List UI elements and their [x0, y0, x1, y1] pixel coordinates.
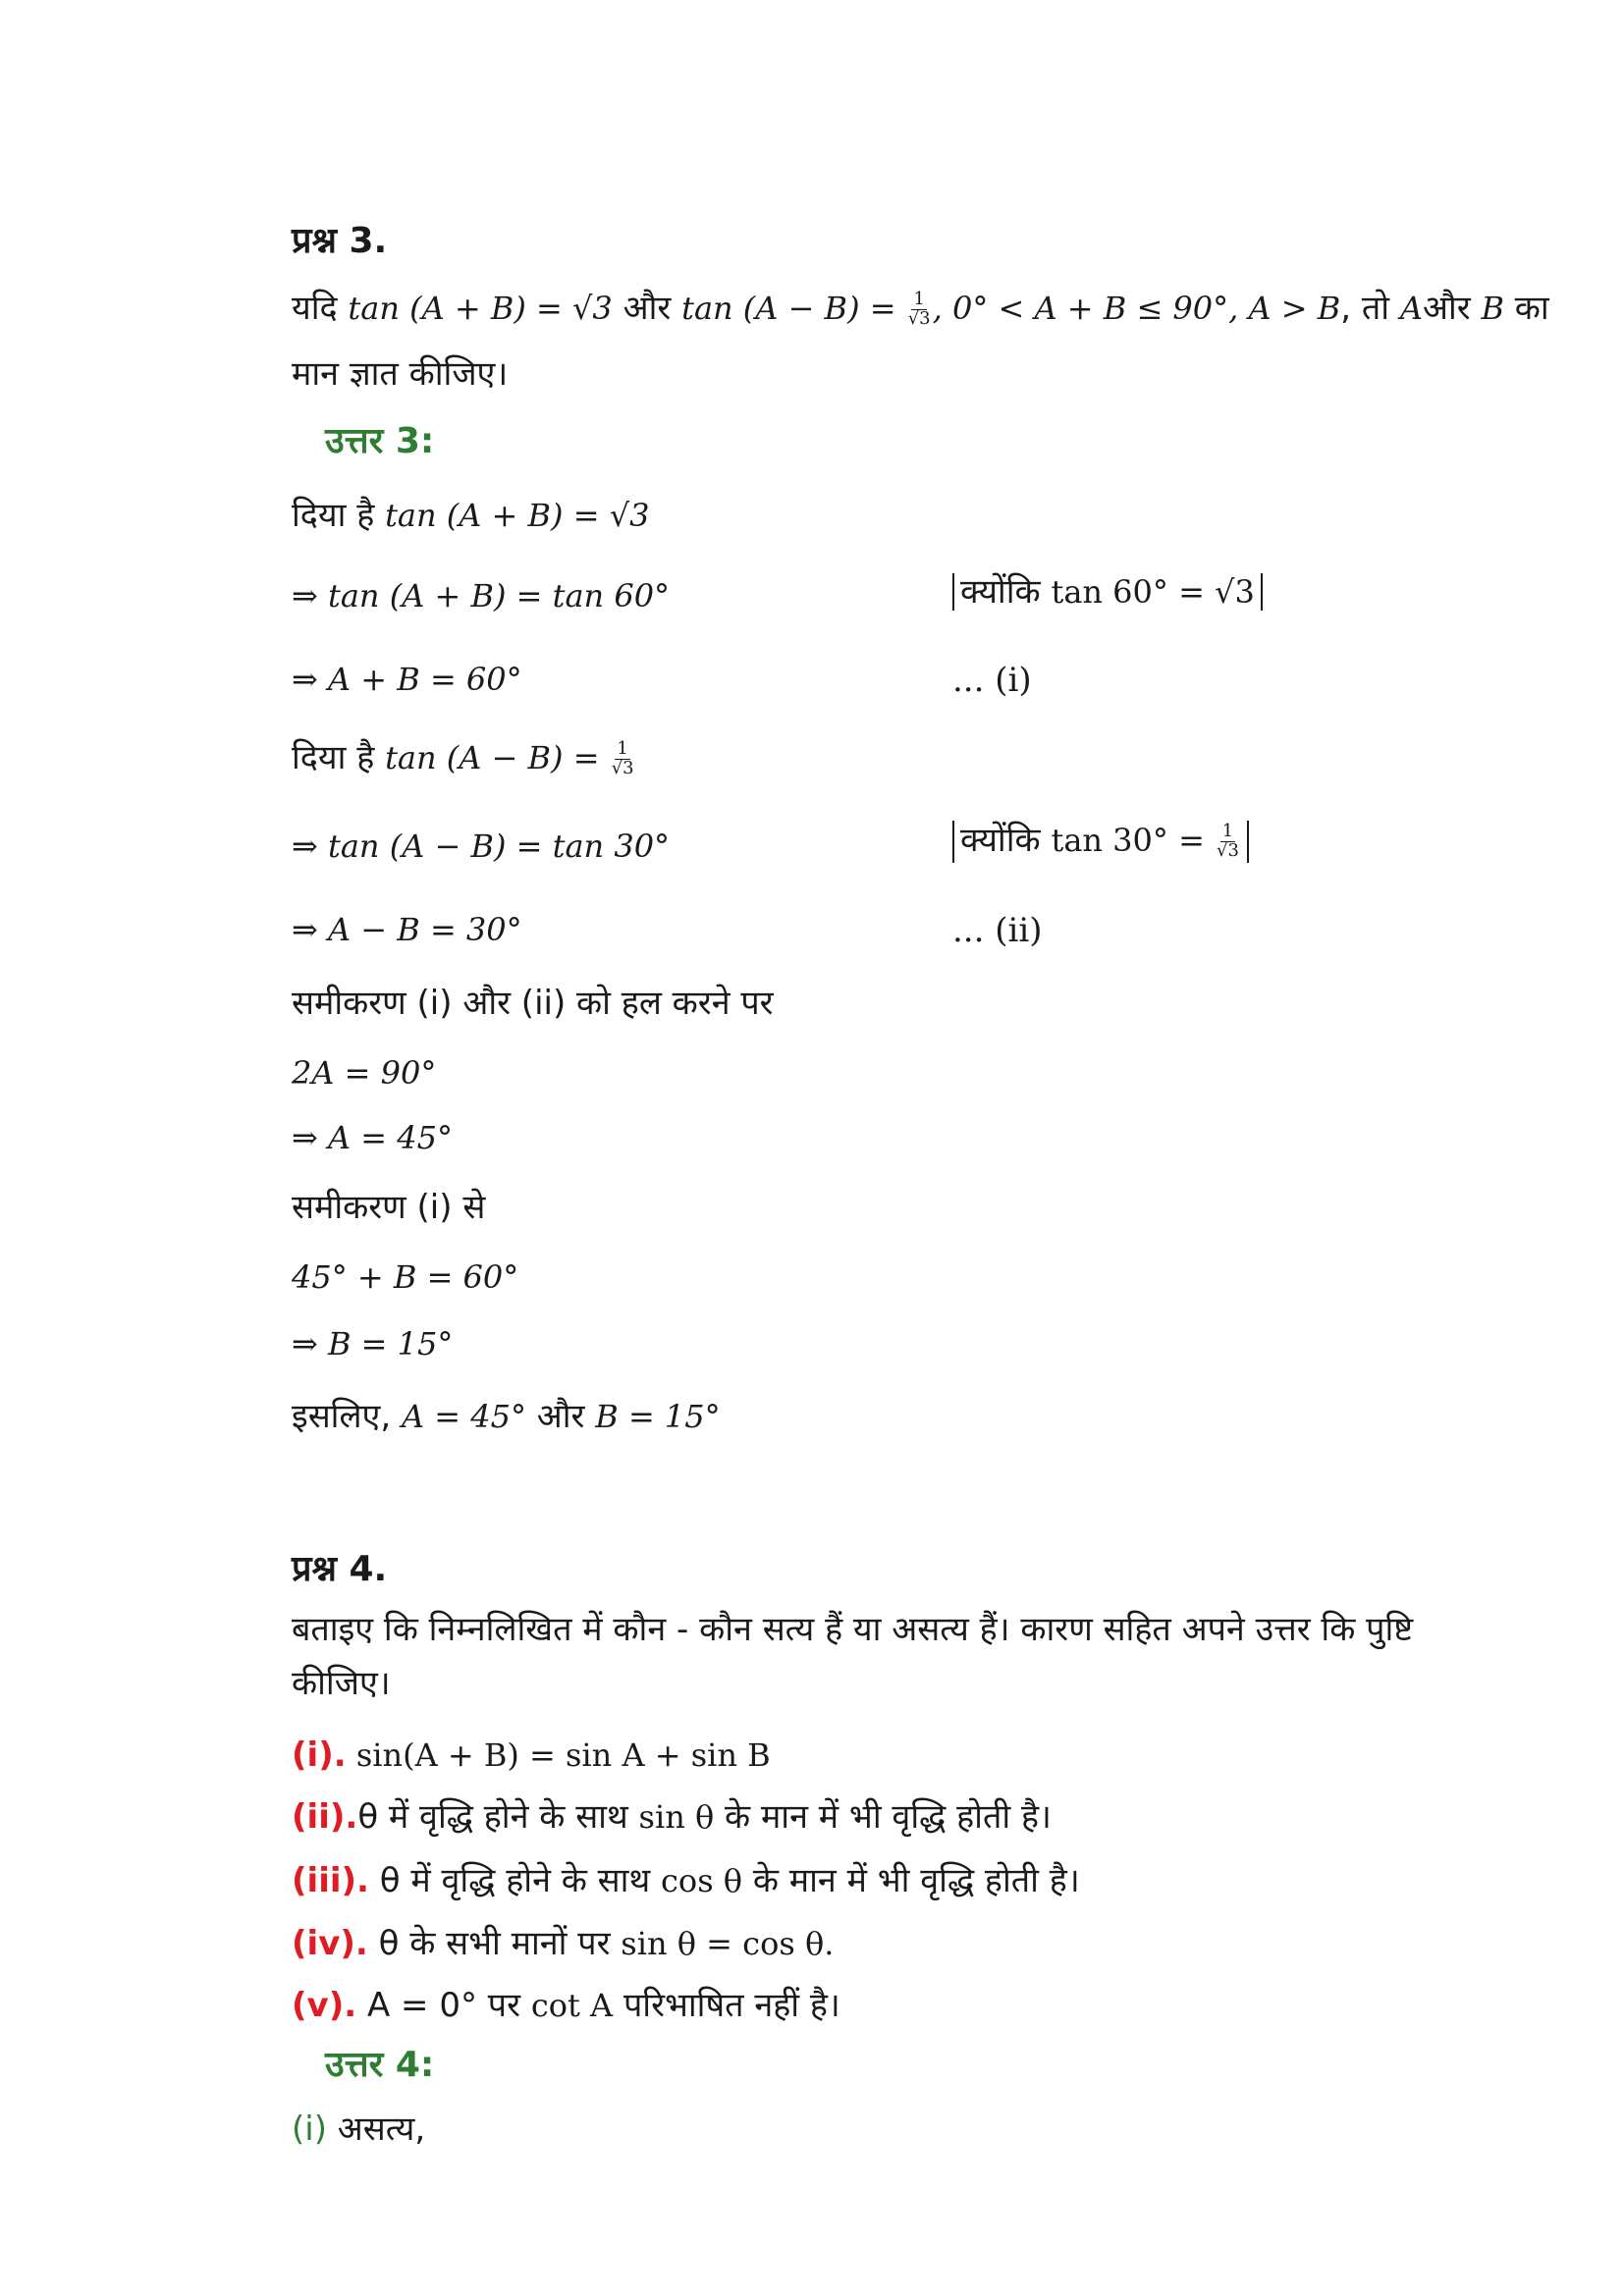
solution-line: ⇒ B = 15°: [292, 1325, 454, 1362]
q3-text: और: [612, 288, 682, 328]
solution-text: और: [525, 1397, 596, 1436]
statement-item: [292, 1986, 840, 2025]
solution-line: समीकरण (i) और (ii) को हल करने पर: [292, 984, 774, 1023]
solution-text: दिया है: [292, 496, 386, 535]
item-math: cos θ: [661, 1862, 743, 1899]
reason-text: क्योंकि: [960, 572, 1052, 612]
equation-label-1: ... (i): [952, 661, 1032, 700]
item-text: असत्य,: [326, 2109, 426, 2149]
item-text: θ के सभी मानों पर: [367, 1924, 622, 1963]
item-math: sin θ = cos θ.: [621, 1925, 835, 1962]
statement-item: [292, 1924, 835, 1963]
reason-text: क्योंकि: [960, 820, 1052, 860]
reason-1: [952, 573, 1263, 611]
fraction-numerator: 1: [1221, 821, 1234, 841]
answer-3-heading: उत्तर 3:: [325, 421, 435, 461]
solution-math: tan (A − B) =: [385, 738, 610, 776]
item-text: A = 0° पर: [356, 1986, 531, 2025]
solution-line: 2A = 90°: [292, 1054, 437, 1092]
reason-2: [952, 821, 1249, 863]
fraction-denominator: √3: [1217, 839, 1239, 861]
solution-line: [292, 737, 636, 778]
item-label: (ii).: [292, 1797, 358, 1837]
solution-line: समीकरण (i) से: [292, 1188, 486, 1227]
item-math: cot A: [530, 1987, 614, 2024]
item-text: के मान में भी वृद्धि होती है।: [742, 1861, 1080, 1900]
statement-item: [292, 1861, 1080, 1900]
item-label: (iv).: [292, 1924, 368, 1963]
solution-math: B = 15°: [595, 1398, 721, 1435]
solution-text: इसलिए,: [292, 1397, 402, 1436]
solution-math: A = 45°: [401, 1398, 526, 1435]
fraction: [1217, 823, 1239, 861]
q3-text: यदि: [292, 288, 349, 328]
solution-line: 45° + B = 60°: [292, 1258, 519, 1296]
item-text: θ में वृद्धि होने के साथ: [357, 1797, 639, 1837]
statement-item: [292, 1797, 1052, 1837]
solution-line: ⇒ A + B = 60°: [292, 661, 522, 698]
reason-math: tan 60° = √3: [1051, 573, 1255, 611]
q3-math: , 0° < A + B ≤ 90°, A > B: [932, 289, 1341, 327]
q3-math: B: [1481, 289, 1504, 327]
item-label: (i): [292, 2109, 327, 2149]
reason-math: tan 30° =: [1051, 821, 1216, 859]
solution-math: tan (A + B) = √3: [385, 497, 650, 534]
item-label: (iii).: [292, 1861, 369, 1900]
statement-item: [292, 1735, 771, 1775]
item-text: θ में वृद्धि होने के साथ: [368, 1861, 661, 1900]
item-label: (i).: [292, 1735, 347, 1775]
solution-line: ⇒ tan (A − B) = tan 30°: [292, 828, 671, 865]
item-text: के मान में भी वृद्धि होती है।: [714, 1797, 1052, 1837]
fraction-denominator: √3: [611, 757, 634, 778]
solution-line: ⇒ tan (A + B) = tan 60°: [292, 577, 671, 614]
final-answer: [292, 1397, 721, 1436]
answer-4-heading: उत्तर 4:: [325, 2045, 435, 2085]
solution-line: [292, 496, 650, 535]
fraction-numerator: 1: [617, 738, 628, 759]
solution-text: दिया है: [292, 737, 386, 777]
item-math: sin(A + B) = sin A + sin B: [346, 1736, 771, 1774]
q3-math: tan (A − B) =: [681, 289, 906, 327]
fraction: [908, 291, 931, 329]
question-3-heading: प्रश्न 3.: [292, 221, 388, 261]
question-4-heading: प्रश्न 4.: [292, 1549, 388, 1589]
q3-text: का: [1504, 288, 1549, 328]
item-label: (v).: [292, 1986, 357, 2025]
q3-text: और: [1422, 288, 1482, 328]
q3-text: , तो: [1340, 288, 1400, 328]
fraction: [612, 740, 634, 778]
item-math: sin θ: [638, 1798, 715, 1836]
fraction-numerator: 1: [913, 289, 925, 309]
fraction-denominator: √3: [907, 307, 931, 329]
question-3-text: [292, 288, 1549, 329]
answer-4-item: [292, 2109, 426, 2149]
question-4-text: बताइए कि निम्नलिखित में कौन - कौन सत्य हैं या असत्य हैं। कारण सहित अपने उत्तर कि पुष्टि: [292, 1610, 1414, 1649]
equation-label-2: ... (ii): [952, 911, 1043, 950]
solution-line: ⇒ A − B = 30°: [292, 911, 522, 948]
solution-line: ⇒ A = 45°: [292, 1119, 453, 1156]
question-4-text-line2: कीजिए।: [292, 1664, 391, 1703]
q3-math: A: [1399, 289, 1423, 327]
q3-math: tan (A + B) = √3: [348, 289, 613, 327]
item-text: परिभाषित नहीं है।: [613, 1986, 840, 2025]
question-3-text-line2: मान ज्ञात कीजिए।: [292, 354, 509, 394]
